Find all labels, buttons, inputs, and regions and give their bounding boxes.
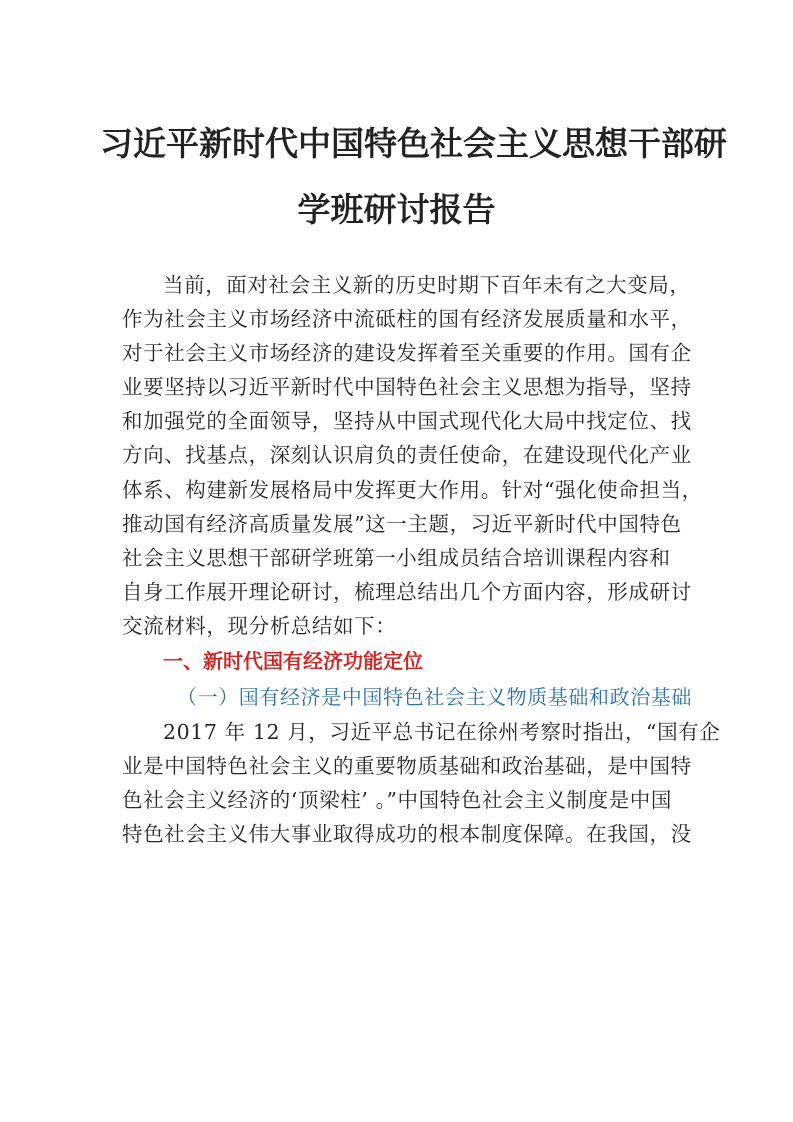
section-heading: 一、新时代国有经济功能定位 — [163, 649, 423, 674]
subsection-heading: （一）国有经济是中国特色社会主义物质基础和政治基础 — [177, 685, 692, 710]
text-line: 和加强党的全面领导，坚持从中国式现代化大局中找定位、找 — [122, 409, 692, 434]
text-line: 社会主义思想干部研学班第一小组成员结合培训课程内容和 — [122, 545, 671, 570]
text-line: 自身工作展开理论研讨，梳理总结出几个方面内容，形成研讨 — [122, 579, 692, 604]
text-line: 色社会主义经济的‘顶梁柱’ 。”中国特色社会主义制度是中国 — [122, 788, 672, 813]
paragraph-intro — [122, 268, 703, 643]
text-line: 当前，面对社会主义新的历史时期下百年未有之大变局， — [163, 273, 691, 297]
document-body — [122, 268, 721, 851]
text-line: 业是中国特色社会主义的重要物质基础和政治基础，是中国特 — [122, 754, 692, 779]
text-line: 业要坚持以习近平新时代中国特色社会主义思想为指导，坚持 — [122, 375, 692, 400]
text-line: 对于社会主义市场经济的建设发挥着至关重要的作用。国有企 — [122, 341, 692, 366]
text-line: 方向、找基点，深刻认识肩负的责任使命，在建设现代化产业 — [122, 443, 692, 468]
text-line: 体系、构建新发展格局中发挥更大作用。针对“强化使命担当， — [122, 477, 703, 502]
text-line: 2017 年 12 月，习近平总书记在徐州考察时指出，“国有企 — [163, 720, 721, 745]
paragraph-body — [122, 715, 721, 851]
text-line: 特色社会主义伟大事业取得成功的根本制度保障。在我国，没 — [122, 822, 692, 847]
text-line: 交流材料，现分析总结如下： — [122, 613, 397, 638]
text-line: 作为社会主义市场经济中流砥柱的国有经济发展质量和水平， — [122, 307, 692, 332]
title-line-2: 学班研讨报告 — [297, 190, 496, 229]
text-line: 推动国有经济高质量发展”这一主题，习近平新时代中国特色 — [122, 511, 682, 536]
title-line-1: 习近平新时代中国特色社会主义思想干部研 — [100, 124, 727, 163]
document-title — [100, 124, 727, 230]
